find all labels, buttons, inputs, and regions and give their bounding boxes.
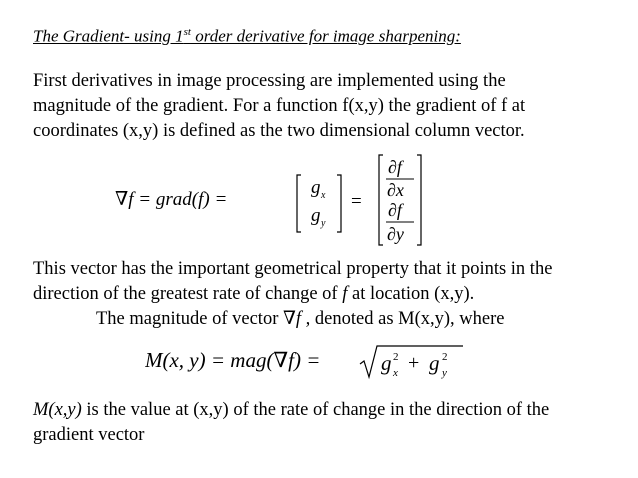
gy-square: 2 <box>442 351 448 363</box>
gy-sub: y <box>442 367 447 379</box>
conclusion-line-1 <box>33 398 623 423</box>
intro-paragraph <box>33 69 623 144</box>
conclusion-line-1-rest: is the value at (x,y) of the rate of change in the direction of the <box>81 400 550 420</box>
intro-line-3: coordinates (x,y) is defined as the two dimensional column vector. <box>33 121 525 141</box>
property-line-2-a: direction of the greatest rate of change of <box>33 284 343 304</box>
heading-text-after: order derivative for image sharpening: <box>190 26 461 46</box>
intro-line-1: First derivatives in image processing are implemented using the <box>33 71 506 91</box>
partial-x: ∂x <box>387 180 404 200</box>
gx-square: 2 <box>393 351 399 363</box>
property-line-3-a: The magnitude of vector ∇ <box>96 309 296 329</box>
left-bracket-g <box>297 175 301 232</box>
partial-f-top: ∂f <box>388 157 402 177</box>
conclusion-paragraph <box>33 398 623 448</box>
property-line-3-b: denoted as M(x,y), where <box>310 309 505 329</box>
heading-superscript: st <box>183 26 191 38</box>
property-line-2-b: at location (x,y). <box>347 284 475 304</box>
intro-line-2: magnitude of the gradient. For a function f(x,y) the gradient of f at <box>33 96 526 116</box>
gx-base: g <box>381 351 392 375</box>
right-bracket-g <box>337 175 341 232</box>
left-bracket-partial <box>379 155 383 245</box>
property-line-3 <box>33 307 623 332</box>
plus-sign: + <box>408 352 420 374</box>
equals-sign: = <box>351 191 362 212</box>
property-line-1: This vector has the important geometrical property that it points in the <box>33 259 553 279</box>
partial-y: ∂y <box>387 224 404 244</box>
partial-f-bottom: ∂f <box>388 200 402 220</box>
conclusion-italic-term: M(x,y) <box>33 400 82 420</box>
property-line-2 <box>33 282 623 307</box>
gy-base: g <box>429 351 440 375</box>
gradient-lhs: ∇f = grad(f) = <box>115 189 228 210</box>
slide-heading <box>33 26 461 47</box>
gx-subscript: x <box>321 190 326 201</box>
magnitude-equation <box>145 336 475 386</box>
gx-sub: x <box>393 367 398 379</box>
conclusion-line-2: gradient vector <box>33 425 145 445</box>
gradient-equation <box>115 150 435 250</box>
property-line-2-f: f <box>342 284 348 304</box>
gy-symbol: g <box>311 205 321 226</box>
gy-subscript: y <box>321 218 326 229</box>
magnitude-lhs: M(x, y) = mag(∇f) = <box>145 348 321 372</box>
right-bracket-partial <box>417 155 421 245</box>
gx-symbol: g <box>311 177 321 198</box>
heading-text-before: The Gradient- using 1 <box>33 26 184 46</box>
property-line-3-f: f , <box>295 309 311 329</box>
property-paragraph <box>33 257 623 332</box>
